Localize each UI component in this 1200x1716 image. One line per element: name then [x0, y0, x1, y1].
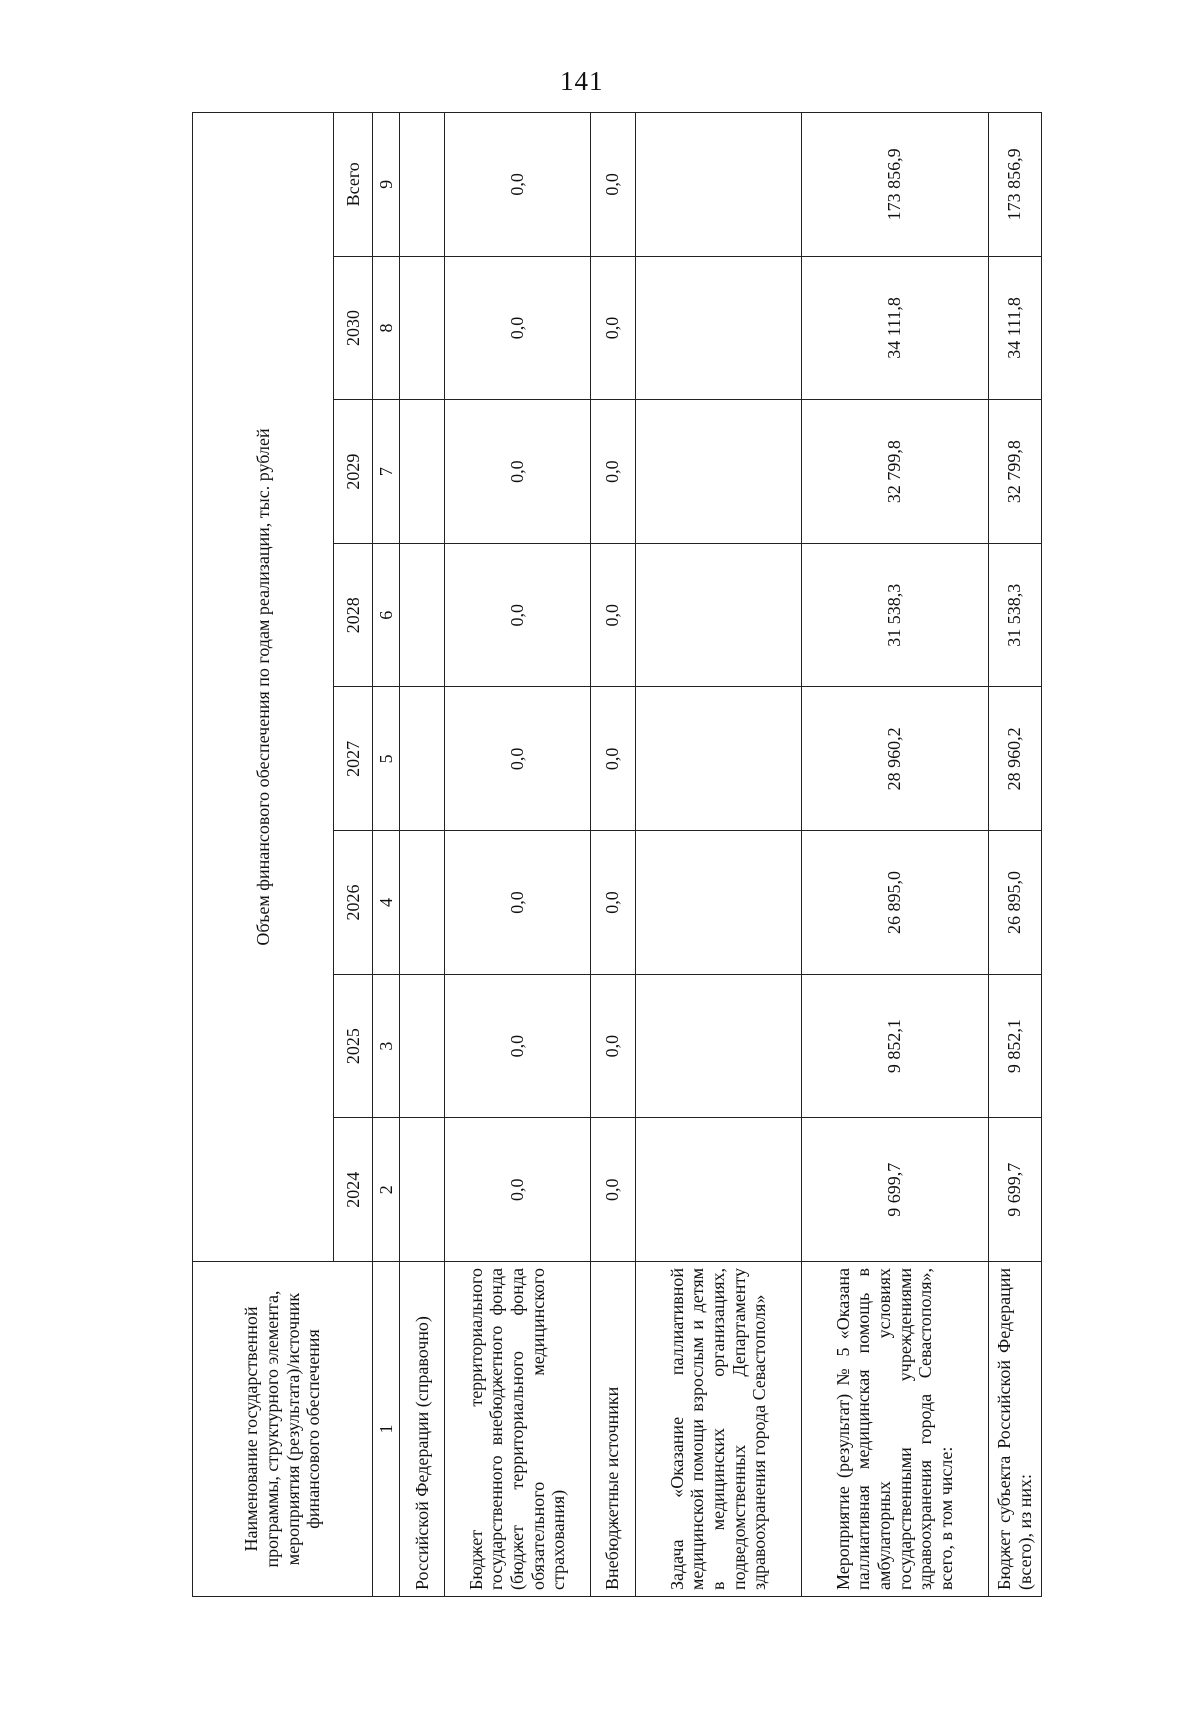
cell-value [635, 113, 801, 257]
header-name-column: Наименование государственной программы, структурного элемента, мероприятия (результата)/источник финансового обеспечения [193, 1262, 373, 1597]
header-year: 2027 [334, 687, 373, 831]
cell-value: 34 111,8 [801, 256, 988, 400]
cell-value [400, 687, 445, 831]
column-index: 1 [373, 1262, 400, 1597]
cell-value [635, 1118, 801, 1262]
cell-value [400, 831, 445, 975]
cell-value: 31 538,3 [988, 543, 1041, 687]
row-name: Бюджет субъекта Российской Федерации (всего), из них: [988, 1262, 1041, 1597]
cell-value: 0,0 [445, 113, 591, 257]
cell-value: 9 699,7 [801, 1118, 988, 1262]
cell-value: 9 852,1 [801, 974, 988, 1118]
cell-value: 0,0 [590, 1118, 635, 1262]
cell-value: 31 538,3 [801, 543, 988, 687]
header-year: 2026 [334, 831, 373, 975]
cell-value: 0,0 [590, 687, 635, 831]
table-row [635, 113, 801, 1597]
cell-value: 0,0 [590, 113, 635, 257]
cell-value: 173 856,9 [801, 113, 988, 257]
cell-value [635, 543, 801, 687]
cell-value: 0,0 [590, 543, 635, 687]
column-index: 2 [373, 1118, 400, 1262]
header-total: Всего [334, 113, 373, 257]
row-name: Мероприятие (результат) № 5 «Оказана паллиативная медицинская помощь в амбулаторных условиях государственными учреждениями здравоохранения города Севастополя», всего, в том числе: [801, 1262, 988, 1597]
cell-value: 0,0 [590, 256, 635, 400]
column-index: 3 [373, 974, 400, 1118]
cell-value: 0,0 [445, 543, 591, 687]
header-year: 2024 [334, 1118, 373, 1262]
table-row [988, 113, 1041, 1597]
row-name: Задача «Оказание паллиативной медицинской помощи взрослым и детям в медицинских организациях, подведомственных Департаменту здравоохранения города Севастополя» [635, 1262, 801, 1597]
financing-table [192, 112, 1042, 1597]
row-name: Внебюджетные источники [590, 1262, 635, 1597]
header-year: 2030 [334, 256, 373, 400]
cell-value [400, 113, 445, 257]
column-index: 4 [373, 831, 400, 975]
table-row [400, 113, 445, 1597]
row-name: Бюджет территориального государственного внебюджетного фонда (бюджет территориального фонда обязательного медицинского страхования) [445, 1262, 591, 1597]
cell-value: 32 799,8 [801, 400, 988, 544]
cell-value: 0,0 [445, 831, 591, 975]
cell-value: 9 852,1 [988, 974, 1041, 1118]
cell-value [400, 1118, 445, 1262]
cell-value: 0,0 [590, 831, 635, 975]
cell-value [400, 543, 445, 687]
header-financing-volume: Объем финансового обеспечения по годам реализации, тыс. рублей [193, 113, 334, 1262]
header-year: 2028 [334, 543, 373, 687]
cell-value: 28 960,2 [801, 687, 988, 831]
column-index: 8 [373, 256, 400, 400]
table-row [445, 113, 591, 1597]
cell-value: 0,0 [445, 256, 591, 400]
cell-value [635, 256, 801, 400]
column-index: 7 [373, 400, 400, 544]
column-index: 5 [373, 687, 400, 831]
cell-value [635, 687, 801, 831]
cell-value: 26 895,0 [801, 831, 988, 975]
rotated-table-container [192, 112, 1042, 1597]
column-index: 6 [373, 543, 400, 687]
cell-value: 0,0 [590, 974, 635, 1118]
cell-value: 173 856,9 [988, 113, 1041, 257]
cell-value: 9 699,7 [988, 1118, 1041, 1262]
cell-value [635, 974, 801, 1118]
header-year: 2025 [334, 974, 373, 1118]
cell-value: 0,0 [445, 974, 591, 1118]
header-year: 2029 [334, 400, 373, 544]
cell-value [635, 400, 801, 544]
cell-value: 0,0 [590, 400, 635, 544]
cell-value [400, 400, 445, 544]
row-name: Российской Федерации (справочно) [400, 1262, 445, 1597]
cell-value [400, 974, 445, 1118]
cell-value: 28 960,2 [988, 687, 1041, 831]
cell-value: 26 895,0 [988, 831, 1041, 975]
column-index: 9 [373, 113, 400, 257]
column-index-row [373, 113, 400, 1597]
cell-value: 34 111,8 [988, 256, 1041, 400]
table-row [801, 113, 988, 1597]
cell-value: 0,0 [445, 1118, 591, 1262]
cell-value: 0,0 [445, 687, 591, 831]
table-row [590, 113, 635, 1597]
cell-value [635, 831, 801, 975]
cell-value [400, 256, 445, 400]
page-number: 141 [560, 66, 604, 96]
cell-value: 0,0 [445, 400, 591, 544]
cell-value: 32 799,8 [988, 400, 1041, 544]
